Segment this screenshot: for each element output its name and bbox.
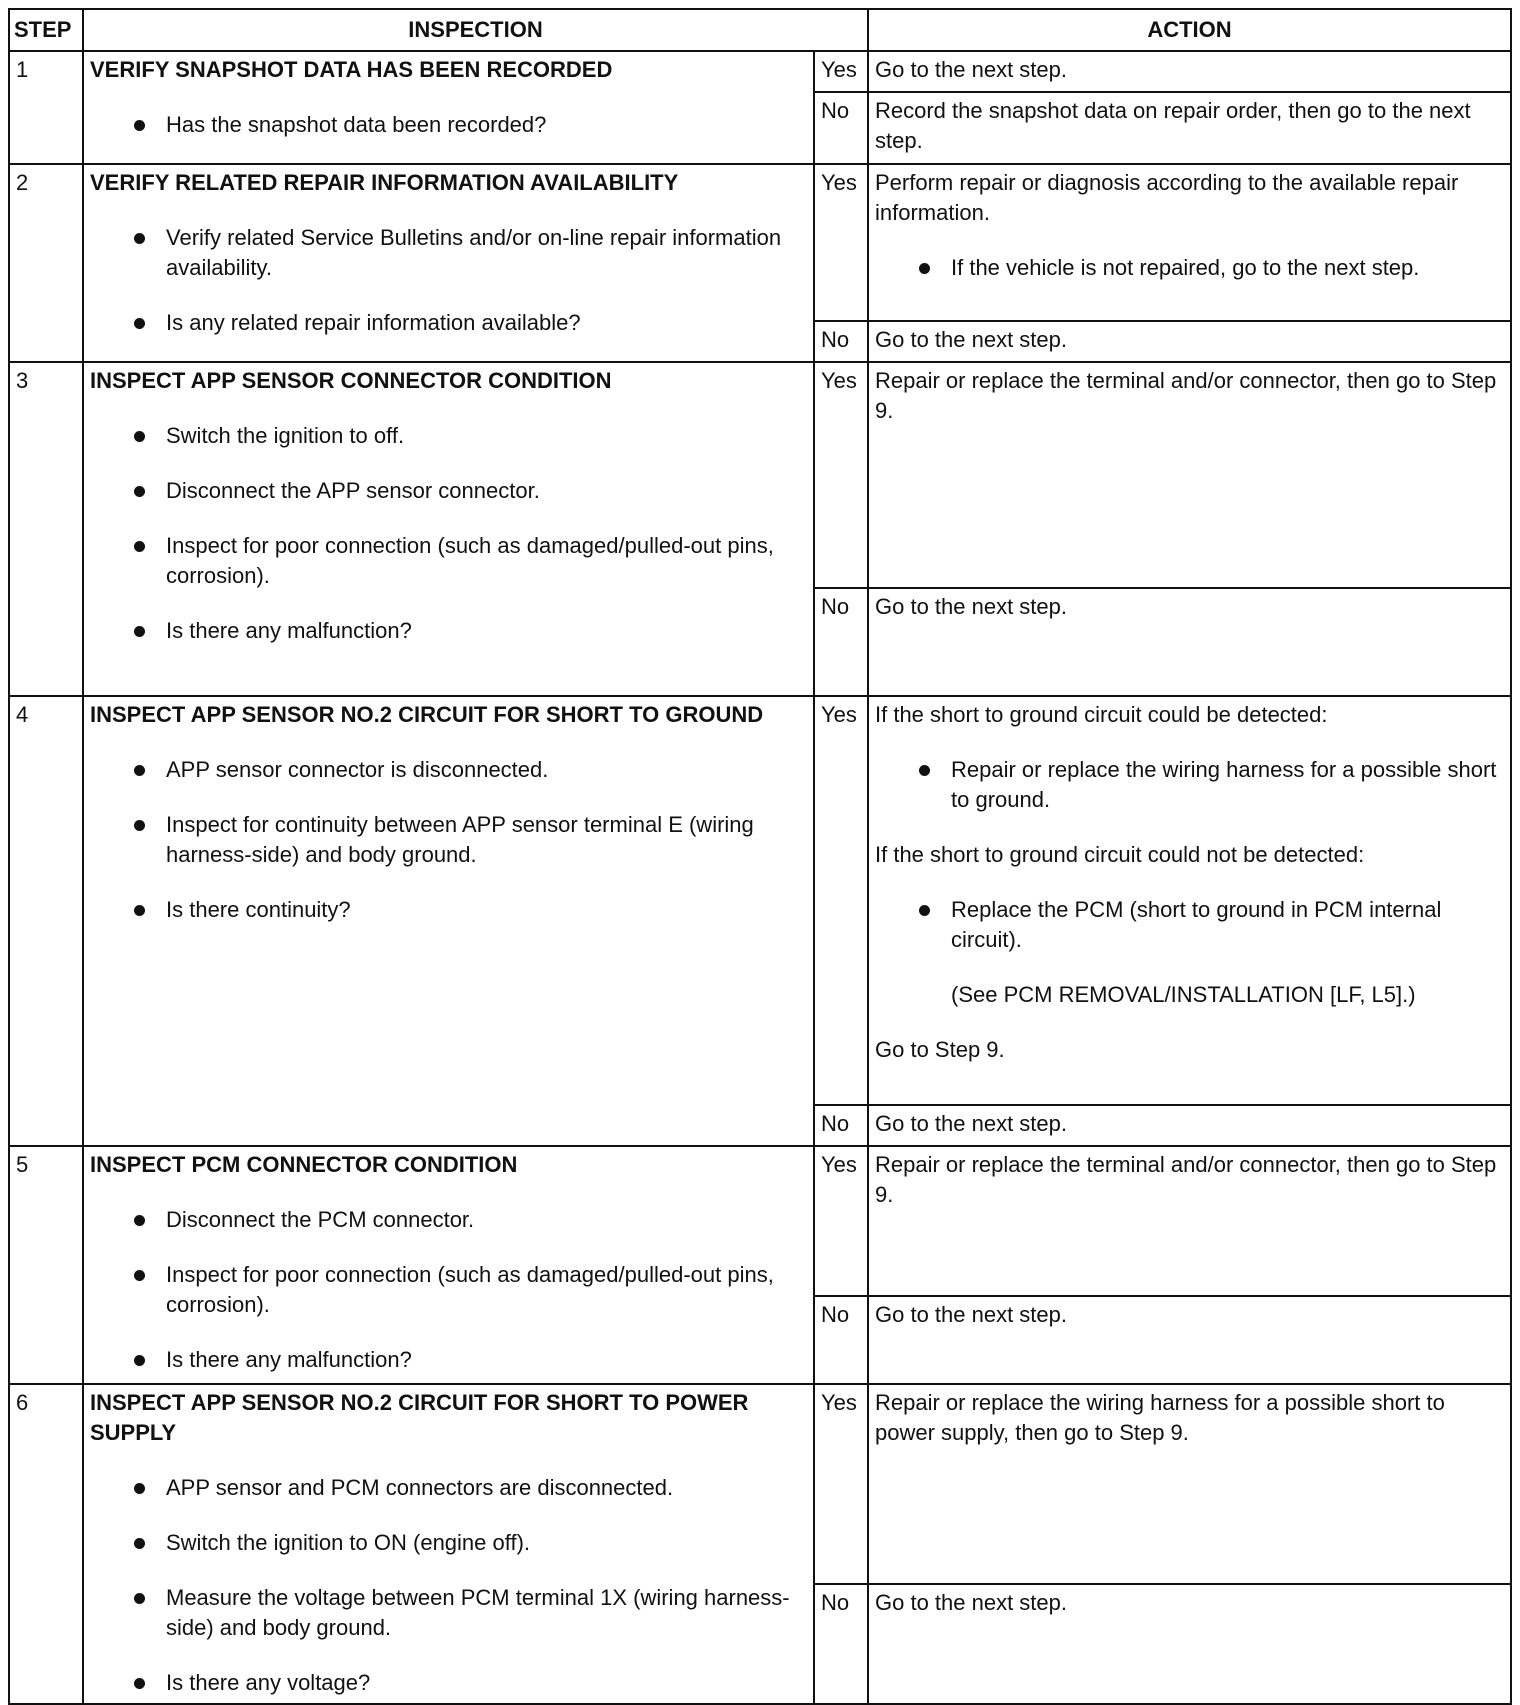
step-4-row-yes: [9, 696, 1511, 1105]
step-6-row-yes: [9, 1384, 1511, 1584]
yes-label: Yes: [814, 696, 868, 1105]
yes-action-text: If the short to ground circuit could not be detected:: [875, 842, 1365, 867]
no-action: Go to the next step.: [868, 1296, 1511, 1384]
no-action: Record the snapshot data on repair order, then go to the next step.: [868, 92, 1511, 164]
no-action: Go to the next step.: [868, 1584, 1511, 1704]
yes-action: [868, 696, 1511, 1105]
yes-action: Repair or replace the terminal and/or connector, then go to Step 9.: [868, 1146, 1511, 1296]
step-3-inspection: [83, 362, 814, 696]
yes-action: Repair or replace the wiring harness for a possible short to power supply, then go to Step 9.: [868, 1384, 1511, 1584]
yes-label: Yes: [814, 51, 868, 92]
diagnostic-table: [8, 8, 1512, 1705]
inspection-bullet: Inspect for poor connection (such as damaged/pulled-out pins, corrosion).: [90, 531, 807, 591]
step-number: 4: [9, 696, 83, 1146]
inspection-bullet: Switch the ignition to off.: [90, 421, 807, 451]
inspection-bullet: Inspect for continuity between APP sensor terminal E (wiring harness-side) and body ground.: [90, 810, 807, 870]
step-number: 1: [9, 51, 83, 164]
no-label: No: [814, 1296, 868, 1384]
action-bullet: Repair or replace the wiring harness for a possible short to ground.: [875, 755, 1504, 815]
no-label: No: [814, 1105, 868, 1146]
inspection-bullet: Measure the voltage between PCM terminal 1X (wiring harness-side) and body ground.: [90, 1583, 807, 1643]
inspection-bullets: [90, 755, 807, 925]
step-5-inspection: [83, 1146, 814, 1384]
inspection-bullet: Is there any malfunction?: [90, 1345, 807, 1375]
no-action: Go to the next step.: [868, 1105, 1511, 1146]
header-row: [9, 9, 1511, 51]
yes-label: Yes: [814, 362, 868, 588]
yes-action: Repair or replace the terminal and/or connector, then go to Step 9.: [868, 362, 1511, 588]
inspection-bullet: Switch the ignition to ON (engine off).: [90, 1528, 807, 1558]
action-bullets: [875, 895, 1504, 955]
inspection-bullets: [90, 223, 807, 338]
yes-action-text: If the short to ground circuit could be detected:: [875, 702, 1328, 727]
action-bullets: [875, 253, 1504, 283]
step-number: 3: [9, 362, 83, 696]
action-column-header: ACTION: [868, 9, 1511, 51]
step-title: VERIFY SNAPSHOT DATA HAS BEEN RECORDED: [90, 57, 613, 82]
inspection-bullet: Inspect for poor connection (such as damaged/pulled-out pins, corrosion).: [90, 1260, 807, 1320]
inspection-bullet: APP sensor and PCM connectors are disconnected.: [90, 1473, 807, 1503]
inspection-bullet: Disconnect the PCM connector.: [90, 1205, 807, 1235]
diagnostic-procedure-page: [8, 8, 1512, 1705]
inspection-bullet: APP sensor connector is disconnected.: [90, 755, 807, 785]
step-column-header: STEP: [9, 9, 83, 51]
action-bullets: [875, 755, 1504, 815]
yes-label: Yes: [814, 1146, 868, 1296]
inspection-bullets: [90, 1205, 807, 1375]
no-action: Go to the next step.: [868, 321, 1511, 362]
inspection-column-header: INSPECTION: [83, 9, 868, 51]
inspection-bullet: Disconnect the APP sensor connector.: [90, 476, 807, 506]
step-title: INSPECT APP SENSOR NO.2 CIRCUIT FOR SHORT TO GROUND: [90, 702, 764, 727]
no-label: No: [814, 588, 868, 696]
step-6-inspection: [83, 1384, 814, 1704]
step-number: 5: [9, 1146, 83, 1384]
step-title: VERIFY RELATED REPAIR INFORMATION AVAILABILITY: [90, 170, 679, 195]
inspection-bullet: Is there any malfunction?: [90, 616, 807, 646]
yes-label: Yes: [814, 1384, 868, 1584]
step-2-inspection: [83, 164, 814, 362]
inspection-bullet: Has the snapshot data been recorded?: [90, 110, 807, 140]
yes-action: [868, 164, 1511, 321]
inspection-bullets: [90, 421, 807, 646]
inspection-bullet: Is there continuity?: [90, 895, 807, 925]
step-title: INSPECT PCM CONNECTOR CONDITION: [90, 1152, 518, 1177]
step-1-inspection: [83, 51, 814, 164]
yes-action-text: Perform repair or diagnosis according to the available repair information.: [875, 170, 1459, 225]
no-action: Go to the next step.: [868, 588, 1511, 696]
action-bullet: If the vehicle is not repaired, go to the next step.: [875, 253, 1504, 283]
step-1-row-yes: [9, 51, 1511, 92]
inspection-bullet: Verify related Service Bulletins and/or on-line repair information availability.: [90, 223, 807, 283]
action-bullet: Replace the PCM (short to ground in PCM internal circuit).: [875, 895, 1504, 955]
step-2-row-yes: [9, 164, 1511, 321]
step-title: INSPECT APP SENSOR CONNECTOR CONDITION: [90, 368, 612, 393]
no-label: No: [814, 321, 868, 362]
inspection-bullet: Is there any voltage?: [90, 1668, 807, 1698]
inspection-bullets: [90, 1473, 807, 1698]
step-number: 6: [9, 1384, 83, 1704]
step-title: INSPECT APP SENSOR NO.2 CIRCUIT FOR SHORT TO POWER SUPPLY: [90, 1390, 749, 1445]
no-label: No: [814, 1584, 868, 1704]
step-number: 2: [9, 164, 83, 362]
reference-link: (See PCM REMOVAL/INSTALLATION [LF, L5].): [951, 982, 1416, 1007]
inspection-bullet: Is any related repair information available?: [90, 308, 807, 338]
step-5-row-yes: [9, 1146, 1511, 1296]
step-3-row-yes: [9, 362, 1511, 588]
no-label: No: [814, 92, 868, 164]
inspection-bullets: [90, 110, 807, 140]
step-4-inspection: [83, 696, 814, 1146]
yes-action: Go to the next step.: [868, 51, 1511, 92]
yes-label: Yes: [814, 164, 868, 321]
yes-action-text: Go to Step 9.: [875, 1037, 1005, 1062]
